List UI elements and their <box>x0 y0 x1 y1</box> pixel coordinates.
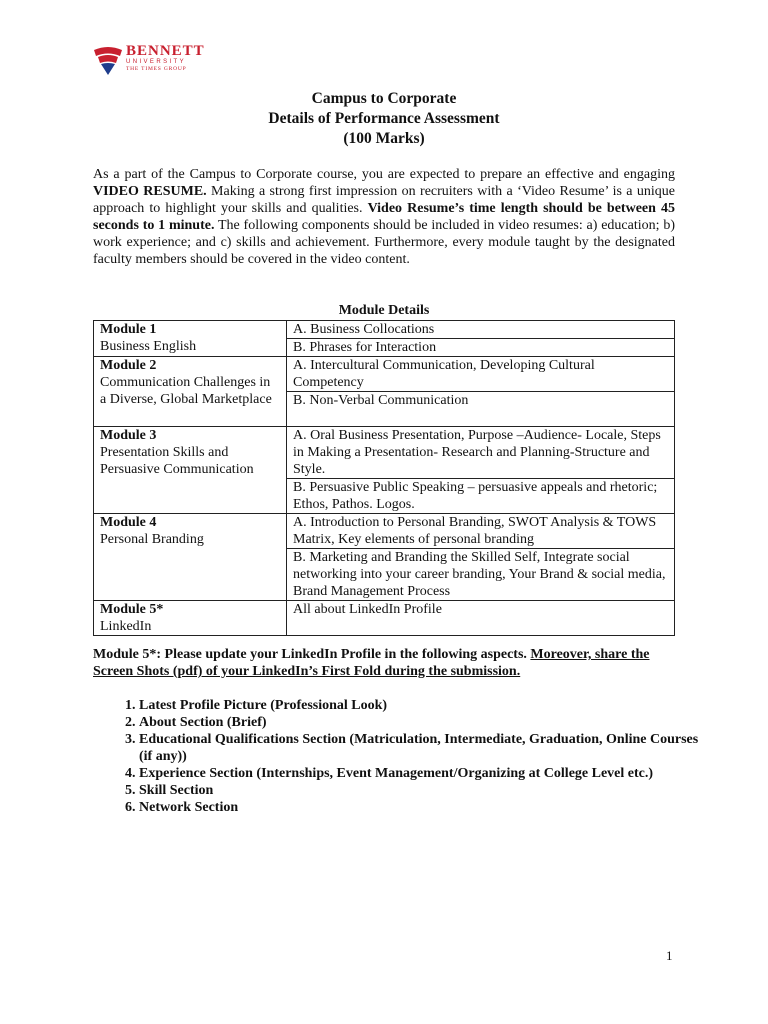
topics-cell <box>287 601 675 636</box>
linkedin-note <box>93 646 678 680</box>
module-title: Module 4 <box>100 515 157 530</box>
topic-item: B. Phrases for Interaction <box>293 340 437 355</box>
page-number: 1 <box>666 948 673 963</box>
topics-cell <box>287 427 675 514</box>
list-item: 5. Skill Section <box>139 782 709 799</box>
topics-cell <box>287 321 675 357</box>
topic-item: B. Non-Verbal Communication <box>293 393 469 408</box>
table-row <box>94 427 675 514</box>
title-course: Campus to Corporate <box>311 90 457 107</box>
list-item: 3. Educational Qualifications Section (Matriculation, Intermediate, Graduation, Online Courses (if any)) <box>139 731 709 765</box>
module-details-table <box>93 320 675 636</box>
module-title: Module 3 <box>100 428 157 443</box>
module-title: Module 1 <box>100 322 157 337</box>
logo-times-group: THE TIMES GROUP <box>126 66 187 72</box>
module-cell <box>94 601 287 636</box>
table-row <box>94 321 675 357</box>
module-cell <box>94 427 287 514</box>
note-underlined: Moreover, share the Screen Shots (pdf) of your LinkedIn’s First Fold during the submission. <box>93 647 650 679</box>
intro-paragraph <box>93 166 675 268</box>
table-row <box>94 601 675 636</box>
module-cell <box>94 514 287 601</box>
topic-item: B. Persuasive Public Speaking – persuasive appeals and rhetoric; Ethos, Pathos. Logos. <box>293 480 658 512</box>
university-crest-icon <box>92 46 124 76</box>
module-cell <box>94 321 287 357</box>
logo-name: BENNETT <box>126 43 205 59</box>
table-row <box>94 514 675 601</box>
module-subtitle: LinkedIn <box>100 619 152 634</box>
intro-text-3: The following components should be included in video resumes: a) education; b) work experience; and c) skills and achievement. Furthermore, every module taught by the designated faculty members should be covered in the video content. <box>93 218 675 267</box>
bennett-university-logo <box>92 43 217 76</box>
list-item: 1. Latest Profile Picture (Professional Look) <box>139 697 709 714</box>
linkedin-aspects-list <box>93 697 709 816</box>
table-caption: Module Details <box>338 303 430 318</box>
note-text: Module 5*: Please update your LinkedIn Profile in the following aspects. <box>93 647 531 662</box>
intro-text-2: Making a strong first impression on recruiters with a ‘Video Resume’ is a unique approach to highlight your skills and qualities. <box>93 184 675 216</box>
intro-bold-time-length: Video Resume’s time length should be between 45 seconds to 1 minute. <box>93 201 675 233</box>
topic-item: A. Intercultural Communication, Developing Cultural Competency <box>287 357 674 392</box>
module-subtitle: Communication Challenges in a Diverse, Global Marketplace <box>100 375 272 407</box>
list-item: 6. Network Section <box>139 799 709 816</box>
title-marks: (100 Marks) <box>343 130 425 147</box>
intro-bold-video-resume: VIDEO RESUME. <box>93 184 207 199</box>
list-item: 2. About Section (Brief) <box>139 714 709 731</box>
intro-text-1: As a part of the Campus to Corporate course, you are expected to prepare an effective and engaging <box>93 167 675 182</box>
topic-item: A. Oral Business Presentation, Purpose –Audience- Locale, Steps in Making a Presentation- Research and Planning-Structure and Style. <box>287 427 674 479</box>
table-row <box>94 357 675 427</box>
topic-item: A. Introduction to Personal Branding, SWOT Analysis & TOWS Matrix, Key elements of personal branding <box>287 514 674 549</box>
module-title: Module 5* <box>100 602 164 617</box>
topic-item: B. Marketing and Branding the Skilled Self, Integrate social networking into your career branding, Your Brand & social media, Brand Management Process <box>293 550 666 599</box>
module-title: Module 2 <box>100 358 157 373</box>
module-subtitle: Personal Branding <box>100 532 204 547</box>
module-subtitle: Presentation Skills and Persuasive Communication <box>100 445 254 477</box>
topic-item: A. Business Collocations <box>287 321 674 339</box>
logo-university: UNIVERSITY <box>126 59 187 65</box>
title-assessment: Details of Performance Assessment <box>268 110 500 127</box>
topics-cell <box>287 514 675 601</box>
list-item: 4. Experience Section (Internships, Event Management/Organizing at College Level etc.) <box>139 765 709 782</box>
topics-cell <box>287 357 675 427</box>
module-cell <box>94 357 287 427</box>
document-titles <box>0 89 768 149</box>
topic-item: All about LinkedIn Profile <box>293 602 442 617</box>
module-subtitle: Business English <box>100 339 197 354</box>
